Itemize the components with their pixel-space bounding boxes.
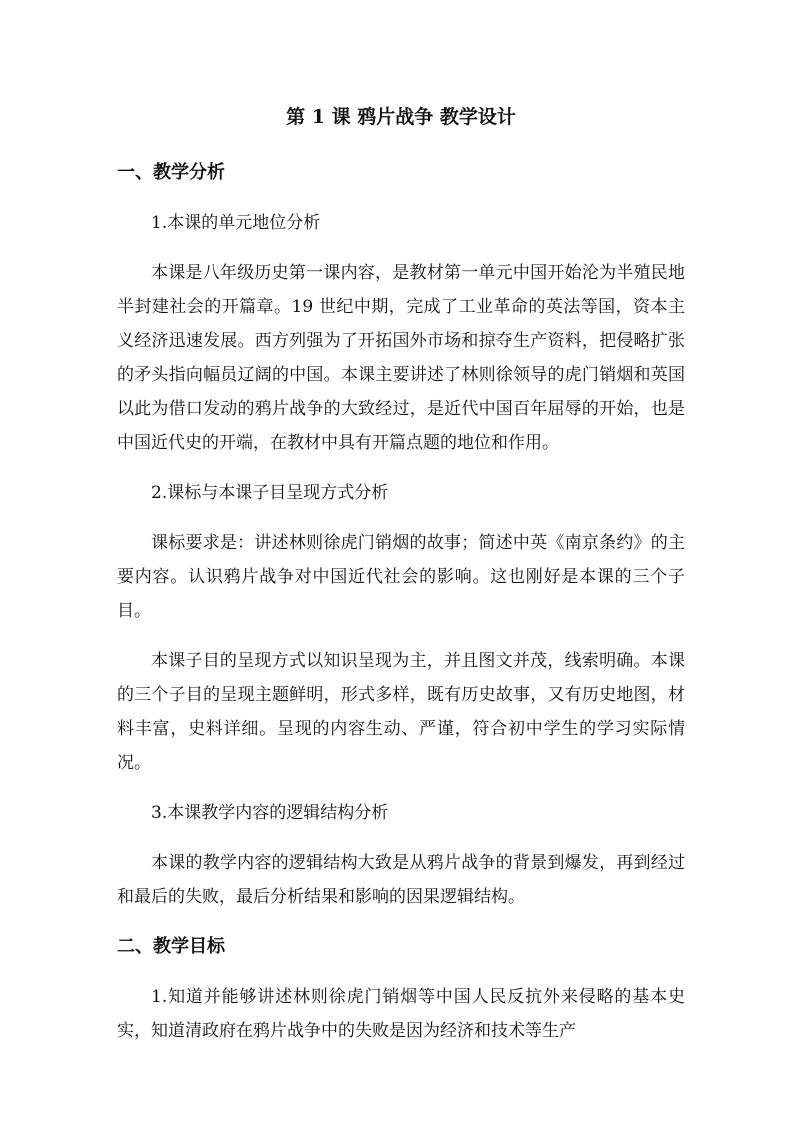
section-heading-objectives: 二、教学目标 xyxy=(117,936,225,957)
paragraph-curriculum-requirements: 课标要求是：讲述林则徐虎门销烟的故事；简述中英《南京条约》的主要内容。认识鸦片战争对中国近代社会的影响。这也刚好是本课的三个子目。 xyxy=(117,533,685,621)
section-heading-analysis: 一、教学分析 xyxy=(117,162,225,183)
paragraph-objective-1: 1.知道并能够讲述林则徐虎门销烟等中国人民反抗外来侵略的基本史实，知道清政府在鸦片战争中的失败是因为经济和技术等生产 xyxy=(117,987,685,1041)
paragraph-logic-structure: 本课的教学内容的逻辑结构大致是从鸦片战争的背景到爆发，再到经过和最后的失败，最后分析结果和影响的因果逻辑结构。 xyxy=(117,853,685,907)
subheading-unit-position: 1.本课的单元地位分析 xyxy=(151,213,321,233)
document-page xyxy=(117,100,685,1064)
paragraph-presentation-method: 本课子目的呈现方式以知识呈现为主，并且图文并茂，线索明确。本课的三个子目的呈现主题鲜明，形式多样，既有历史故事，又有历史地图，材料丰富，史料详细。呈现的内容生动、严谨，符合初中学生的学习实际情况。 xyxy=(117,651,685,773)
document-title: 第 1 课 鸦片战争 教学设计 xyxy=(286,106,516,128)
paragraph-unit-position: 本课是八年级历史第一课内容，是教材第一单元中国开始沦为半殖民地半封建社会的开篇章。19 世纪中期，完成了工业革命的英法等国，资本主义经济迅速发展。西方列强为了开拓国外市场和掠夺生产资料，把侵略扩张的矛头指向幅员辽阔的中国。本课主要讲述了林则徐领导的虎门销烟和英国以此为借口发动的鸦片战争的大致经过，是近代中国百年屈辱的开始，也是中国近代史的开端，在教材中具有开篇点题的地位和作用。 xyxy=(117,263,685,453)
subheading-logic-structure: 3.本课教学内容的逻辑结构分析 xyxy=(151,803,389,823)
subheading-curriculum-standards: 2.课标与本课子目呈现方式分析 xyxy=(151,483,389,503)
